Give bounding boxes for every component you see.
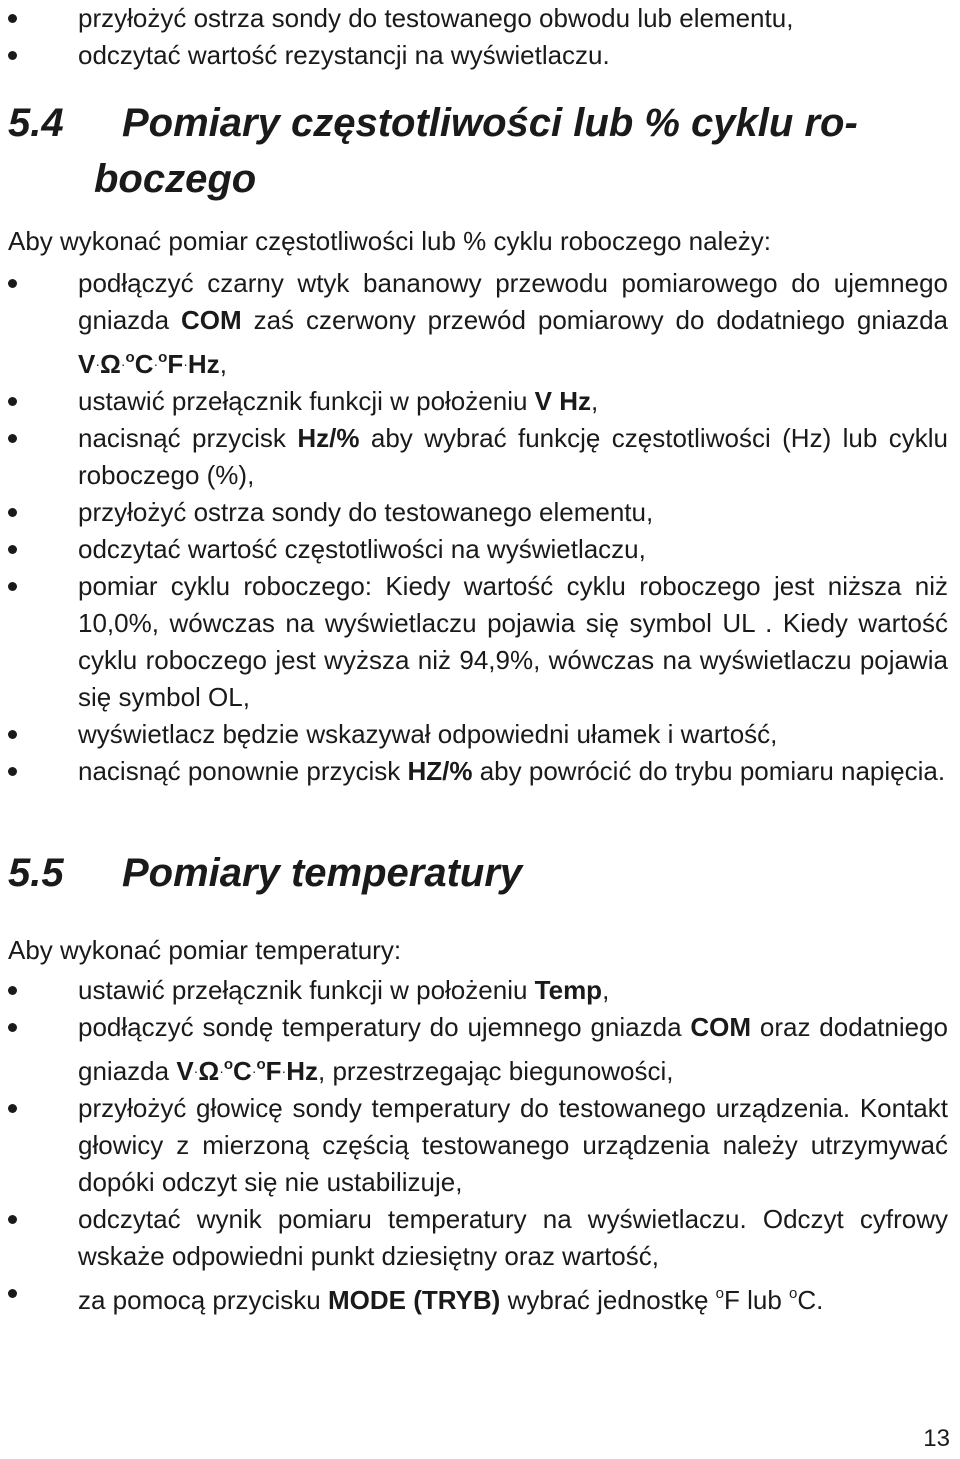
text-run: ustawić przełącznik funkcji w położeniu <box>78 386 535 416</box>
list-item: odczytać wartość częstotliwości na wyświetlaczu, <box>0 531 948 568</box>
list-item <box>0 753 948 790</box>
degree-sign: o <box>125 349 135 366</box>
page-number: 13 <box>923 1425 950 1452</box>
text-run: nacisnąć ponownie przycisk <box>78 756 408 786</box>
degree-sign: o <box>789 1285 798 1302</box>
section-title: Pomiary temperatury <box>122 851 523 895</box>
list-item: pomiar cyklu roboczego: Kiedy wartość cyklu roboczego jest niższa niż 10,0%, wówczas na wyświetlaczu pojawia się symbol UL . Kiedy wartość cyklu roboczego jest wyższa niż 94,9%, wówczas na wyświetlaczu pojawia się symbol OL, <box>0 568 948 716</box>
degree-sign: o <box>256 1056 266 1073</box>
degree-sign: o <box>715 1285 725 1302</box>
text-run: , <box>591 386 599 416</box>
list-item <box>0 420 948 494</box>
text-run: oraz dodatniego gniazda <box>78 1012 948 1086</box>
section-title-line1: Pomiary częstotliwości lub % cyklu ro- <box>122 101 858 145</box>
text-run: wybrać jednostkę <box>500 1285 716 1315</box>
dot-separator: · <box>153 356 159 372</box>
text-run: ustawić przełącznik funkcji w położeniu <box>78 975 535 1005</box>
socket-label: COM <box>181 305 242 335</box>
dot-separator: · <box>251 1063 257 1079</box>
socket-label: V <box>176 1056 194 1086</box>
list-item: przyłożyć ostrza sondy do testowanego elementu, <box>0 494 948 531</box>
dot-separator: · <box>183 356 188 372</box>
socket-label: Hz <box>187 349 220 379</box>
text-run: , <box>602 975 610 1005</box>
section-intro: Aby wykonać pomiar temperatury: <box>8 935 402 965</box>
socket-label: Hz <box>286 1056 318 1086</box>
section-intro: Aby wykonać pomiar częstotliwości lub % cyklu roboczego należy: <box>8 226 772 256</box>
bullet-list-5-4 <box>0 265 948 790</box>
text-run: nacisnąć przycisk <box>78 423 298 453</box>
button-label: HZ/% <box>407 756 473 786</box>
text-run: , przestrzegając biegunowości, <box>318 1056 674 1086</box>
list-item: odczytać wartość rezystancji na wyświetlaczu. <box>0 37 948 74</box>
degree-sign: o <box>158 349 168 366</box>
degree-sign: o <box>223 1056 234 1073</box>
section-heading-5-4 <box>8 95 948 207</box>
switch-position: Temp <box>534 975 603 1005</box>
dot-separator: · <box>219 1063 224 1079</box>
button-label: Hz/% <box>297 423 360 453</box>
top-bullet-list <box>0 0 948 74</box>
socket-label: Ω <box>198 1056 220 1086</box>
dot-separator: · <box>120 356 126 372</box>
section-title-line2: boczego <box>94 157 257 201</box>
text-run: za pomocą przycisku <box>78 1285 328 1315</box>
dot-separator: · <box>95 356 101 372</box>
list-item <box>0 265 948 383</box>
list-item: przyłożyć ostrza sondy do testowanego obwodu lub elementu, <box>0 0 948 37</box>
text-run: C. <box>797 1285 824 1315</box>
button-label: MODE (TRYB) <box>327 1285 501 1315</box>
list-item <box>0 1009 948 1090</box>
list-item <box>0 1275 948 1319</box>
text-run: , <box>219 349 227 379</box>
socket-label: C <box>233 1056 252 1086</box>
dot-separator: · <box>193 1063 199 1079</box>
text-run: aby powrócić do trybu pomiaru napięcia. <box>472 756 946 786</box>
list-item <box>0 383 948 420</box>
list-item <box>0 972 948 1009</box>
dot-separator: · <box>281 1063 287 1079</box>
section-heading-5-5 <box>8 845 948 901</box>
switch-position: V Hz <box>534 386 591 416</box>
text-run: F lub <box>724 1285 790 1315</box>
socket-label: COM <box>690 1012 752 1042</box>
socket-label: F <box>167 349 184 379</box>
list-item: przyłożyć głowicę sondy temperatury do testowanego urządzenia. Kontakt głowicy z mierzoną częścią testowanego urządzenia należy utrzymywać dopóki odczyt się nie ustabilizuje, <box>0 1090 948 1201</box>
text-run: podłączyć czarny wtyk bananowy przewodu pomiarowego do ujemnego gniazda <box>78 268 948 335</box>
socket-label: V <box>78 349 96 379</box>
text-run: podłączyć sondę temperatury do ujemnego gniazda <box>78 1012 691 1042</box>
socket-label: F <box>265 1056 282 1086</box>
list-item: odczytać wynik pomiaru temperatury na wyświetlaczu. Odczyt cyfrowy wskaże odpowiedni punkt dziesiętny oraz wartość, <box>0 1201 948 1275</box>
text-run: aby wybrać funkcję częstotliwości (Hz) lub cyklu roboczego (%), <box>78 423 948 490</box>
socket-label: Ω <box>100 349 121 379</box>
list-item: wyświetlacz będzie wskazywał odpowiedni ułamek i wartość, <box>0 716 948 753</box>
text-run: zaś czerwony przewód pomiarowy do dodatniego gniazda <box>241 305 948 335</box>
section-number: 5.4 <box>8 101 64 145</box>
section-number: 5.5 <box>8 851 64 895</box>
socket-label: C <box>134 349 154 379</box>
bullet-list-5-5 <box>0 972 948 1319</box>
